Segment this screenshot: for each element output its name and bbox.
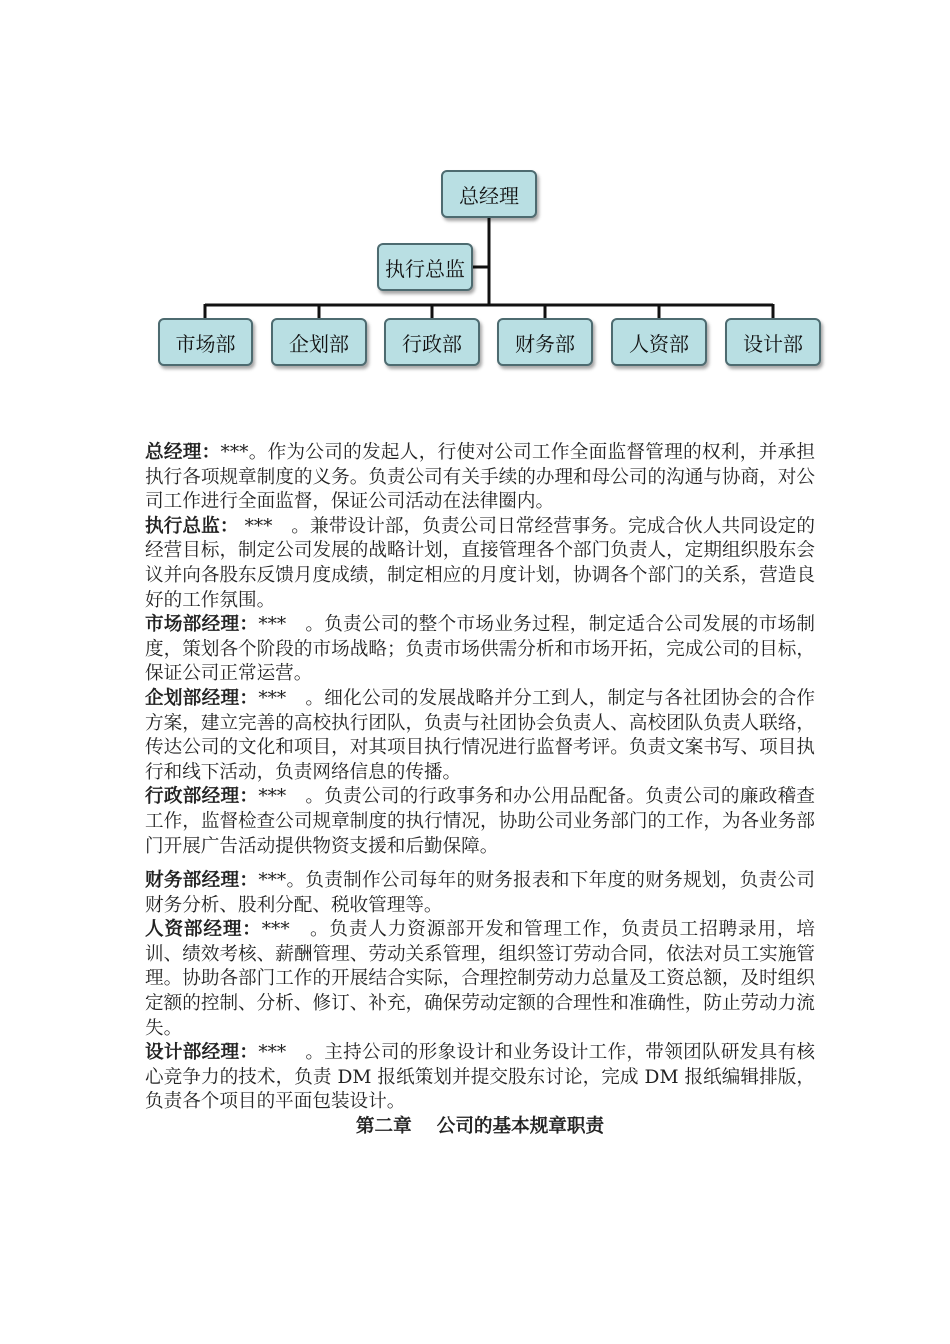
node-general-manager: 总经理: [441, 170, 537, 218]
duty-planning-manager: [145, 687, 815, 785]
duty-text: *** 。兼带设计部，负责公司日常经营事务。完成合伙人共同设定的经营目标，制定公司发展的战略计划，直接管理各个部门负责人，定期组织股东会议并向各股东反馈月度成绩，制定相应的月度计划，协调各个部门的关系，营造良好的工作氛围。: [145, 515, 815, 611]
duty-role: 总经理：: [145, 442, 221, 463]
node-dept-hr: 人资部: [611, 318, 707, 366]
node-dept-design: 设计部: [725, 318, 821, 366]
duty-text: *** 。主持公司的形象设计和业务设计工作，带领团队研发具有核心竞争力的技术，负责 DM 报纸策划并提交股东讨论，完成 DM 报纸编辑排版，负责各个项目的平面包装设计。: [145, 1042, 815, 1113]
duty-role: 人资部经理：: [145, 919, 262, 941]
duty-design-manager: [145, 1041, 815, 1115]
duty-text: ***。负责制作公司每年的财务报表和下年度的财务规划，负责公司财务分析、股利分配、税收管理等。: [145, 870, 815, 916]
duty-finance-manager: [145, 869, 815, 918]
node-executive-director: 执行总监: [377, 243, 473, 291]
org-chart: [0, 0, 950, 400]
duty-role: 行政部经理：: [145, 786, 259, 808]
duty-text: *** 。负责人力资源部开发和管理工作，负责员工招聘录用，培训、绩效考核、薪酬管理、劳动关系管理，组织签订劳动合同，依法对员工实施管理。协助各部门工作的开展结合实际，合理控制劳动力总量及工资总额，及时组织定额的控制、分析、修订、补充，确保劳动定额的合理性和准确性，防止劳动力流失。: [145, 919, 815, 1039]
duty-executive-director: [145, 515, 815, 613]
duty-text: ***。作为公司的发起人，行使对公司工作全面监督管理的权利，并承担执行各项规章制度的义务。负责公司有关手续的办理和母公司的沟通与协商，对公司工作进行全面监督，保证公司活动在法律圈内。: [145, 442, 815, 513]
duty-text: *** 。负责公司的整个市场业务过程，制定适合公司发展的市场制度，策划各个阶段的市场战略；负责市场供需分析和市场开拓，完成公司的目标，保证公司正常运营。: [145, 614, 815, 685]
duty-role: 企划部经理：: [145, 687, 259, 709]
duties-text: [145, 441, 815, 1140]
node-dept-admin: 行政部: [384, 318, 480, 366]
duty-marketing-manager: [145, 613, 815, 687]
duty-role: 设计部经理：: [145, 1042, 259, 1064]
node-dept-marketing: 市场部: [158, 318, 253, 366]
chapter-title: 第二章 公司的基本规章职责: [355, 1116, 605, 1138]
duty-hr-manager: [145, 918, 815, 1041]
duty-general-manager: [145, 441, 815, 515]
node-dept-planning: 企划部: [271, 318, 367, 366]
duty-text: *** 。负责公司的行政事务和办公用品配备。负责公司的廉政稽查工作，监督检查公司规章制度的执行情况，协助公司业务部门的工作，为各业务部门开展广告活动提供物资支援和后勤保障。: [145, 786, 815, 857]
duty-role: 执行总监：: [145, 515, 239, 537]
duty-text: *** 。细化公司的发展战略并分工到人，制定与各社团协会的合作方案，建立完善的高校执行团队，负责与社团协会负责人、高校团队负责人联络，传达公司的文化和项目，对其项目执行情况进行监督考评。负责文案书写、项目执行和线下活动，负责网络信息的传播。: [145, 687, 815, 783]
node-dept-finance: 财务部: [497, 318, 593, 366]
duty-admin-manager: [145, 785, 815, 859]
duty-role: 财务部经理：: [145, 870, 259, 892]
duty-role: 市场部经理：: [145, 614, 259, 636]
